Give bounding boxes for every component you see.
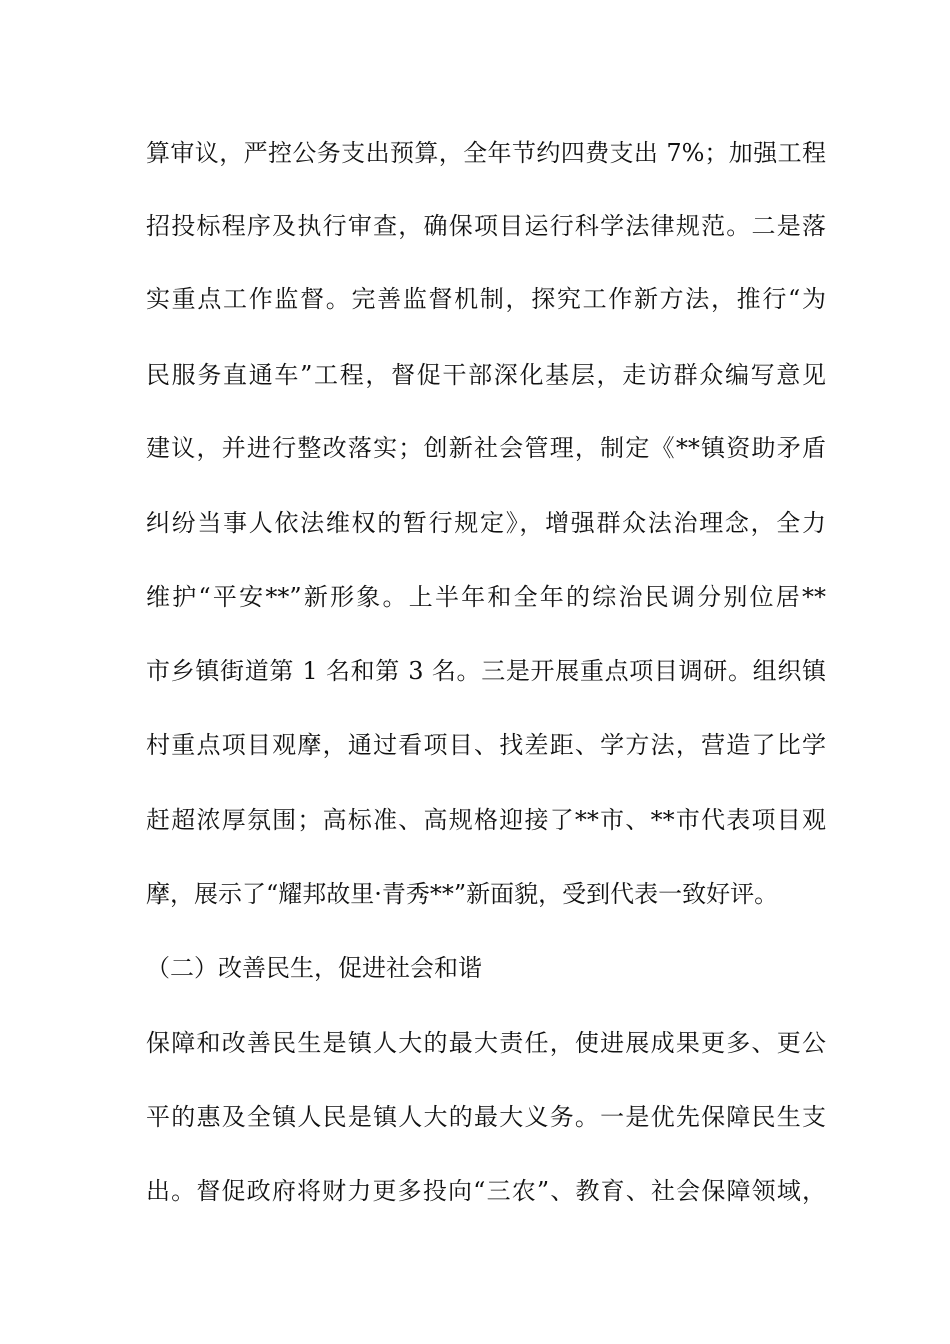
text-line: 出。督促政府将财力更多投向“三农”、教育、社会保障领域， — [146, 1177, 826, 1205]
text-line: 民服务直通车”工程，督促干部深化基层，走访群众编写意见 — [146, 361, 826, 389]
text-line: 村重点项目观摩，通过看项目、找差距、学方法，营造了比学 — [146, 731, 826, 759]
text-line: 招投标程序及执行审查，确保项目运行科学法律规范。二是落 — [146, 212, 826, 240]
text-line: 市乡镇街道第 1 名和第 3 名。三是开展重点项目调研。组织镇 — [146, 657, 826, 685]
text-line: 保障和改善民生是镇人大的最大责任，使进展成果更多、更公 — [146, 1029, 826, 1057]
text-line: 平的惠及全镇人民是镇人大的最大义务。一是优先保障民生支 — [146, 1103, 826, 1131]
text-line: 实重点工作监督。完善监督机制，探究工作新方法，推行“为 — [146, 285, 826, 313]
section-heading: （二）改善民生，促进社会和谐 — [146, 954, 482, 982]
text-line: 算审议，严控公务支出预算，全年节约四费支出 7%；加强工程 — [146, 139, 826, 167]
text-line: 维护“平安**”新形象。上半年和全年的综治民调分别位居** — [146, 583, 826, 611]
text-line: 纠纷当事人依法维权的暂行规定》，增强群众法治理念，全力 — [146, 509, 826, 537]
text-line: 赶超浓厚氛围；高标准、高规格迎接了**市、**市代表项目观 — [146, 806, 826, 834]
text-line: 建议，并进行整改落实；创新社会管理，制定《**镇资助矛盾 — [146, 434, 826, 462]
text-line: 摩，展示了“耀邦故里·青秀**”新面貌，受到代表一致好评。 — [146, 880, 779, 908]
